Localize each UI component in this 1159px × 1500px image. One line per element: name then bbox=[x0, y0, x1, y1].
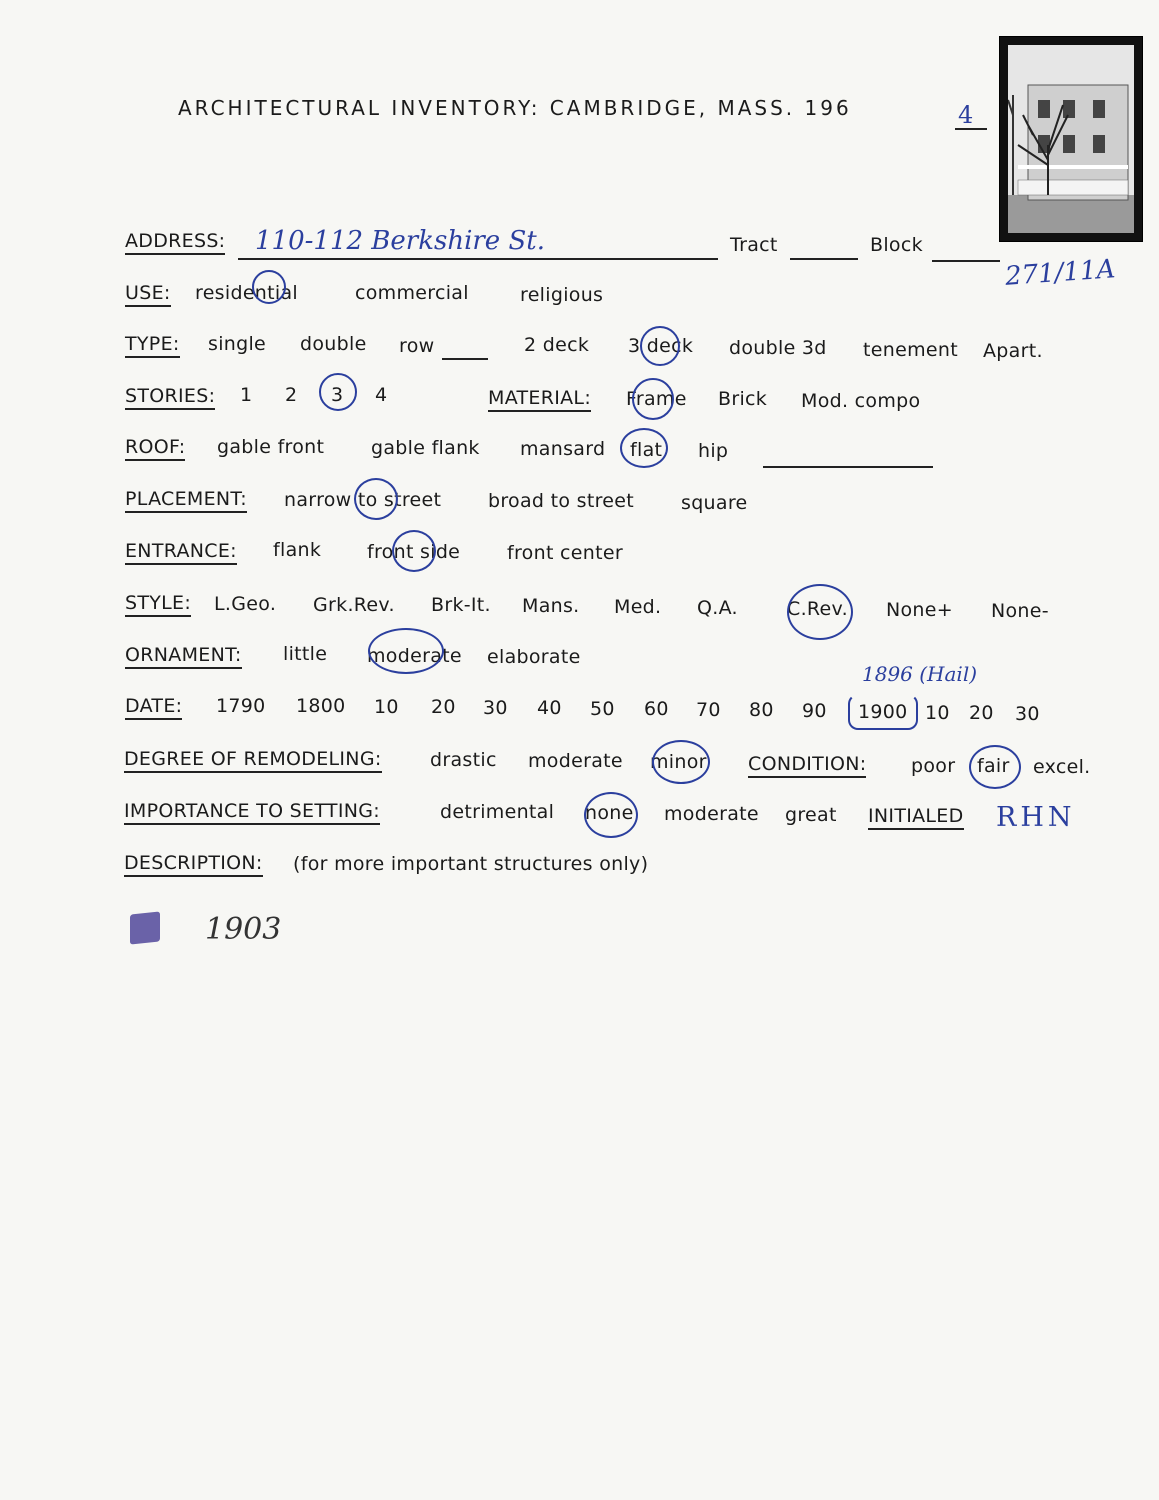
date-option-1910[interactable]: 10 bbox=[925, 702, 950, 724]
remodeling-option-minor[interactable]: minor bbox=[650, 751, 707, 773]
style-option-brk-it[interactable]: Brk-It. bbox=[431, 594, 491, 616]
stories-option-2[interactable]: 2 bbox=[285, 384, 298, 406]
row-line bbox=[442, 358, 488, 360]
roof-option-gable-front[interactable]: gable front bbox=[217, 436, 325, 458]
year-underline bbox=[955, 128, 987, 130]
importance-option-none[interactable]: none bbox=[585, 802, 634, 824]
ink-stamp-mark bbox=[130, 911, 160, 944]
date-option-1930[interactable]: 30 bbox=[1015, 703, 1040, 725]
type-option-apart[interactable]: Apart. bbox=[983, 340, 1043, 362]
condition-label: CONDITION: bbox=[748, 753, 866, 778]
remodeling-circle-mark bbox=[652, 740, 710, 784]
date-option-1790[interactable]: 1790 bbox=[216, 695, 266, 717]
entrance-circle-mark bbox=[392, 530, 436, 572]
style-option-mans[interactable]: Mans. bbox=[522, 595, 580, 617]
ornament-option-elaborate[interactable]: elaborate bbox=[487, 646, 581, 668]
type-option-3-deck[interactable]: 3 deck bbox=[628, 335, 694, 357]
date-option-1890[interactable]: 90 bbox=[802, 700, 827, 722]
style-option-c-rev[interactable]: C.Rev. bbox=[787, 598, 848, 620]
ornament-label: ORNAMENT: bbox=[125, 644, 242, 669]
type-option-double[interactable]: double bbox=[300, 333, 367, 355]
date-option-1810[interactable]: 10 bbox=[374, 696, 399, 718]
stories-option-3[interactable]: 3 bbox=[331, 384, 344, 406]
initialed-label: INITIALED bbox=[868, 805, 964, 830]
material-option-mod-compo[interactable]: Mod. compo bbox=[801, 390, 921, 412]
type-option-row[interactable]: row bbox=[399, 335, 435, 357]
date-option-1860[interactable]: 60 bbox=[644, 698, 669, 720]
type-label: TYPE: bbox=[125, 333, 180, 358]
roof-other-line bbox=[763, 466, 933, 468]
placement-circle-mark bbox=[354, 478, 398, 520]
remodeling-option-moderate[interactable]: moderate bbox=[528, 750, 623, 772]
block-value[interactable]: 271/11A bbox=[1004, 254, 1117, 292]
ornament-circle-mark bbox=[368, 628, 444, 674]
placement-option-narrow[interactable]: narrow to street bbox=[284, 489, 442, 511]
roof-option-gable-flank[interactable]: gable flank bbox=[371, 437, 480, 459]
importance-option-great[interactable]: great bbox=[785, 804, 837, 826]
initialed-value[interactable]: RHN bbox=[996, 802, 1076, 833]
style-label: STYLE: bbox=[125, 592, 191, 617]
type-option-double-3d[interactable]: double 3d bbox=[729, 337, 827, 359]
date-option-1880[interactable]: 80 bbox=[749, 699, 774, 721]
style-option-grk-rev[interactable]: Grk.Rev. bbox=[313, 594, 395, 616]
address-value[interactable]: 110-112 Berkshire St. bbox=[255, 226, 545, 256]
ornament-option-moderate[interactable]: moderate bbox=[367, 645, 462, 667]
description-value[interactable]: 1903 bbox=[205, 912, 282, 947]
entrance-option-flank[interactable]: flank bbox=[273, 539, 322, 561]
date-annotation: 1896 (Hail) bbox=[862, 662, 978, 686]
ornament-option-little[interactable]: little bbox=[283, 643, 328, 665]
entrance-label: ENTRANCE: bbox=[125, 540, 237, 565]
type-option-2-deck[interactable]: 2 deck bbox=[524, 334, 590, 356]
description-label: DESCRIPTION: bbox=[124, 852, 263, 877]
use-circle-mark bbox=[252, 270, 286, 304]
stories-option-4[interactable]: 4 bbox=[375, 384, 388, 406]
roof-option-mansard[interactable]: mansard bbox=[520, 438, 606, 460]
condition-option-fair[interactable]: fair bbox=[977, 755, 1010, 777]
date-bracket-mark bbox=[848, 694, 918, 730]
description-note: (for more important structures only) bbox=[293, 853, 649, 875]
remodeling-option-drastic[interactable]: drastic bbox=[430, 749, 497, 771]
date-label: DATE: bbox=[125, 695, 182, 720]
date-option-1850[interactable]: 50 bbox=[590, 698, 615, 720]
style-option-l-geo[interactable]: L.Geo. bbox=[214, 593, 277, 615]
style-option-q-a[interactable]: Q.A. bbox=[697, 597, 738, 619]
type-circle-mark bbox=[640, 326, 680, 366]
stories-circle-mark bbox=[319, 373, 357, 411]
entrance-option-front-center[interactable]: front center bbox=[507, 542, 623, 564]
use-option-religious[interactable]: religious bbox=[520, 284, 604, 306]
date-option-1800[interactable]: 1800 bbox=[296, 695, 346, 717]
tract-label: Tract bbox=[730, 234, 778, 256]
roof-label: ROOF: bbox=[125, 436, 185, 461]
roof-option-hip[interactable]: hip bbox=[698, 440, 729, 462]
placement-option-broad[interactable]: broad to street bbox=[488, 490, 635, 512]
year-digit: 4 bbox=[958, 101, 974, 129]
address-label: ADDRESS: bbox=[125, 230, 225, 255]
type-option-single[interactable]: single bbox=[208, 333, 267, 355]
style-option-none-minus[interactable]: None- bbox=[991, 600, 1049, 622]
condition-circle-mark bbox=[969, 745, 1021, 789]
placement-label: PLACEMENT: bbox=[125, 488, 247, 513]
block-label: Block bbox=[870, 234, 923, 256]
date-option-1820[interactable]: 20 bbox=[431, 696, 456, 718]
use-label: USE: bbox=[125, 282, 171, 307]
date-option-1840[interactable]: 40 bbox=[537, 697, 562, 719]
block-line bbox=[932, 260, 1000, 262]
importance-option-moderate[interactable]: moderate bbox=[664, 803, 759, 825]
form-title: ARCHITECTURAL INVENTORY: CAMBRIDGE, MASS. 196 bbox=[178, 96, 852, 120]
type-option-tenement[interactable]: tenement bbox=[863, 339, 958, 361]
address-line bbox=[238, 258, 718, 260]
material-option-brick[interactable]: Brick bbox=[718, 388, 768, 410]
date-option-1830[interactable]: 30 bbox=[483, 697, 508, 719]
style-option-none-plus[interactable]: None+ bbox=[886, 599, 953, 621]
roof-circle-mark bbox=[620, 428, 668, 468]
style-circle-mark bbox=[787, 584, 853, 640]
use-option-commercial[interactable]: commercial bbox=[355, 282, 469, 304]
material-label: MATERIAL: bbox=[488, 387, 591, 412]
entrance-option-front-side[interactable]: front side bbox=[367, 541, 461, 563]
use-option-residential[interactable]: residential bbox=[195, 282, 299, 304]
date-option-1900[interactable]: 1900 bbox=[858, 701, 908, 723]
stories-option-1[interactable]: 1 bbox=[240, 384, 253, 406]
house-image bbox=[1008, 45, 1134, 233]
material-option-frame[interactable]: Frame bbox=[626, 388, 687, 410]
style-option-med[interactable]: Med. bbox=[614, 596, 662, 618]
material-circle-mark bbox=[632, 378, 674, 420]
stories-label: STORIES: bbox=[125, 385, 215, 410]
condition-option-poor[interactable]: poor bbox=[911, 755, 956, 777]
importance-option-detrimental[interactable]: detrimental bbox=[440, 801, 555, 823]
placement-option-square[interactable]: square bbox=[681, 492, 748, 514]
importance-circle-mark bbox=[584, 792, 638, 838]
remodeling-label: DEGREE OF REMODELING: bbox=[124, 748, 382, 773]
building-photo bbox=[999, 36, 1143, 242]
roof-option-flat[interactable]: flat bbox=[630, 439, 663, 461]
importance-label: IMPORTANCE TO SETTING: bbox=[124, 800, 380, 825]
date-option-1870[interactable]: 70 bbox=[696, 699, 721, 721]
condition-option-excel[interactable]: excel. bbox=[1033, 756, 1091, 778]
tract-line bbox=[790, 258, 858, 260]
date-option-1920[interactable]: 20 bbox=[969, 702, 994, 724]
